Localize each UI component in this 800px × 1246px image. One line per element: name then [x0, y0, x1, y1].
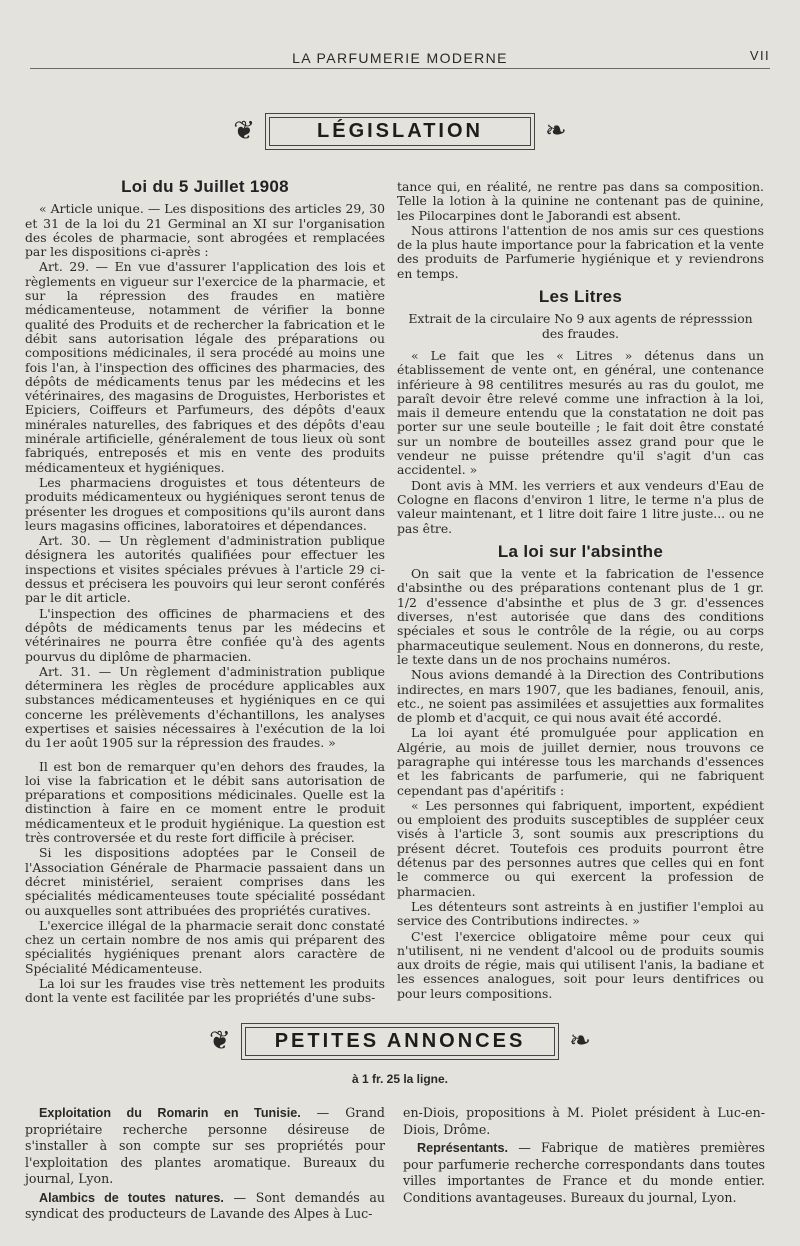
paragraph: Les pharmaciens droguistes et tous détenteurs de produits médicamenteux ou hygiéniques seront tenus de présenter les drogues et compositions qu'ils auront dans leurs magasins officines, laboratoires et dépendances.: [25, 474, 385, 533]
classified-ad: [403, 1140, 765, 1206]
paragraph: L'inspection des officines de pharmaciens et des dépôts de médicaments tenus par les médecins et vétérinaires ne pourra être confiée qu'à des agents pourvus du diplôme de pharmacien.: [25, 605, 385, 664]
subheading: Extrait de la circulaire No 9 aux agents de répresssion des fraudes.: [408, 311, 753, 341]
article-heading-litres: Les Litres: [538, 287, 623, 307]
flourish-right-icon: ❧: [569, 1026, 591, 1056]
paragraph: tance qui, en réalité, ne rentre pas dans sa composition. Telle la lotion à la quinine ne contenant pas de quinine, les Pilocarpines dont le Jaborandi est absent.: [397, 179, 764, 223]
paragraph: Art. 29. — En vue d'assurer l'application des lois et règlements en vigueur sur l'exercice de la pharmacie, et sur la répression des fraudes en matière médicamenteuse, notamment de vérifier la bonne qualité des Produits et de rechercher la fabrication et le débit sans autorisation légale des préparations ou compositions médicinales, il sera procédé au moins une fois l'an, à l'inspection des officines des pharmacies, des dépôts de médicaments tenus par les médecins et les vétérinaires, des magasins de Droguistes, Herboristes et Epiciers, Coiffeurs et Parfumeurs, des dépôts d'eaux minérales naturelles, des fabriques et des dépôts d'eau minérale artificielle, généralement de tous lieux où sont fabriqués, entreposés et mis en vente des produits médicamenteux et hygiéniques.: [25, 259, 385, 475]
paragraph: La loi sur les fraudes vise très nettement les produits dont la vente est facilitée par les propriétés d'une subs-: [25, 976, 385, 1006]
ad-lead: Exploitation du Romarin en Tunisie.: [39, 1106, 301, 1120]
classified-ad: [25, 1105, 385, 1188]
ad-text: — Sont demandés au syndicat des producteurs de Lavande des Alpes à Luc-: [25, 1189, 385, 1221]
ads-right-column: [403, 1105, 765, 1208]
ad-lead: Représentants.: [417, 1141, 508, 1155]
paragraph: « Article unique. — Les dispositions des articles 29, 30 et 31 de la loi du 21 Germinal an XI sur l'organisation des écoles de pharmacie, sont abrogées et remplacées par les dispositions ci-après :: [25, 201, 385, 260]
paragraph: Art. 31. — Un règlement d'administration publique déterminera les règles de procédure applicables aux substances médicamenteuses et hygiéniques en ce qui concerne les prélèvements d'échantillons, les analyses expertises et saisies nécessaires à l'exécution de la loi du 1er août 1905 sur la répression des fraudes. »: [25, 663, 385, 751]
paragraph: C'est l'exercice obligatoire même pour ceux qui n'utilisent, ni ne vendent d'alcool ou de produits soumis aux droits de régie, mais qui utilisent l'anis, la badiane et les essences analogues, soit pour leurs dentifrices ou pour leurs compositions.: [397, 928, 764, 1001]
page-number: VII: [749, 48, 770, 63]
ads-left-column: [25, 1105, 385, 1225]
flourish-left-icon: ❦: [233, 116, 255, 146]
paragraph: L'exercice illégal de la pharmacie serait donc constaté chez un certain nombre de nos amis qui préparent des spécialités hygiéniques prenant alors caractère de Spécialité Médicamenteuse.: [25, 917, 385, 976]
left-column: [25, 177, 385, 1007]
article-heading-absinthe: La loi sur l'absinthe: [497, 541, 664, 561]
ad-price-line: à 1 fr. 25 la ligne.: [351, 1072, 449, 1086]
paragraph: Il est bon de remarquer qu'en dehors des fraudes, la loi vise la fabrication et le débit sans autorisation de préparations et compositions médicinales. Quelle est la distinction à faire en ce moment entre le produit médicamenteux et le produit hygiénique. La question est très controversée et du reste fort difficile à préciser.: [25, 758, 385, 846]
paragraph: La loi ayant été promulguée pour application en Algérie, au mois de juillet dernier, nous trouvons ce paragraphe qui intéresse tous les marchands d'essences et les fabricants de parfumerie, qui ne fabriquent cependant pas d'apéritifs :: [397, 725, 764, 798]
paragraph: Si les dispositions adoptées par le Conseil de l'Association Générale de Pharmacie passaient dans un décret ministériel, seraient comprises dans les spécialités médicamenteuses toute spécialité possédant ou auxquelles sont attribuées des propriétés curatives.: [25, 845, 385, 918]
classified-ad-continued: en-Diois, propositions à M. Piolet président à Luc-en-Diois, Drôme.: [403, 1105, 765, 1137]
article-heading-loi: Loi du 5 Juillet 1908: [121, 177, 289, 196]
ad-text: — Grand propriétaire recherche personne désireuse de s'installer à son compte sur ses propriétés pour l'exploitation des plantes aromatique. Bureaux du journal, Lyon.: [25, 1105, 385, 1186]
annonces-heading: PETITES ANNONCES: [245, 1027, 555, 1056]
paragraph: On sait que la vente et la fabrication de l'essence d'absinthe ou des préparations contenant plus de 1 gr. 1/2 d'essence d'absinthe et plus de 3 gr. d'essences diverses, n'est autorisée que dans des conditions spéciales et sous le contrôle de la régie, ou au corps pharmaceutique seulement. Nous en donnerons, du reste, le texte dans un de nos prochains numéros.: [397, 566, 764, 667]
header-rule: [30, 68, 770, 69]
legislation-heading: LÉGISLATION: [269, 117, 531, 146]
paragraph: Art. 30. — Un règlement d'administration publique désignera les autorités qualifiées pour effectuer les inspections et visites spéciales prévues à l'article 29 ci-dessus et précisera les pouvoirs qui leur seront conférés par le dit article.: [25, 533, 385, 606]
paragraph: Les détenteurs sont astreints à en justifier l'emploi au service des Contributions indirectes. »: [397, 898, 764, 929]
annonces-banner: [195, 1015, 605, 1067]
journal-title: LA PARFUMERIE MODERNE: [292, 50, 508, 66]
paragraph: Nous avions demandé à la Direction des Contributions indirectes, en mars 1907, que les badianes, fenouil, anis, etc., ne soient pas assimilées et assujetties aux formalites de plomb et d'acquit, ce qui nous avait été accordé.: [397, 667, 764, 726]
paragraph: « Le fait que les « Litres » détenus dans un établissement de vente ont, en général, une contenance inférieure à 98 centilitres mesurés au ras du goulot, me paraît devoir être relevé comme une infraction à la loi, mais il demeure entendu que la constatation ne doit pas porter sur une seule bouteille ; le fait doit être constaté sur un nombre de bouteilles assez grand pour que le vendeur ne puisse prétendre qu'il s'agit d'un cas accidentel. »: [397, 347, 764, 478]
paragraph: Dont avis à MM. les verriers et aux vendeurs d'Eau de Cologne en flacons d'environ 1 litre, le terme n'a plus de valeur maintenant, et 1 litre doit faire 1 litre juste... ou ne pas être.: [397, 477, 764, 536]
ad-lead: Alambics de toutes natures.: [39, 1190, 224, 1205]
right-column: [397, 180, 764, 1002]
ad-text: — Fabrique de matières premières pour parfumerie recherche correspondants dans toutes villes importantes de France et du monde entier. Conditions avantageuses. Bureaux du journal, Lyon.: [403, 1140, 765, 1205]
classified-ad: [25, 1190, 385, 1223]
paragraph: Nous attirons l'attention de nos amis sur ces questions de la plus haute importance pour la fabrication et la vente des produits de Parfumerie hygiénique et y reviendrons en temps.: [397, 222, 764, 281]
paragraph: « Les personnes qui fabriquent, importent, expédient ou emploient des produits susceptibles de suppléer ceux visés à l'article 3, sont soumis aux prescriptions du présent décret. Toutefois ces produits pourront être détenus par des personnes autres que celles qui en font le commerce ou qui exercent la profession de pharmacien.: [397, 797, 764, 899]
flourish-left-icon: ❦: [209, 1026, 231, 1056]
flourish-right-icon: ❧: [545, 116, 567, 146]
legislation-banner: [210, 106, 590, 156]
